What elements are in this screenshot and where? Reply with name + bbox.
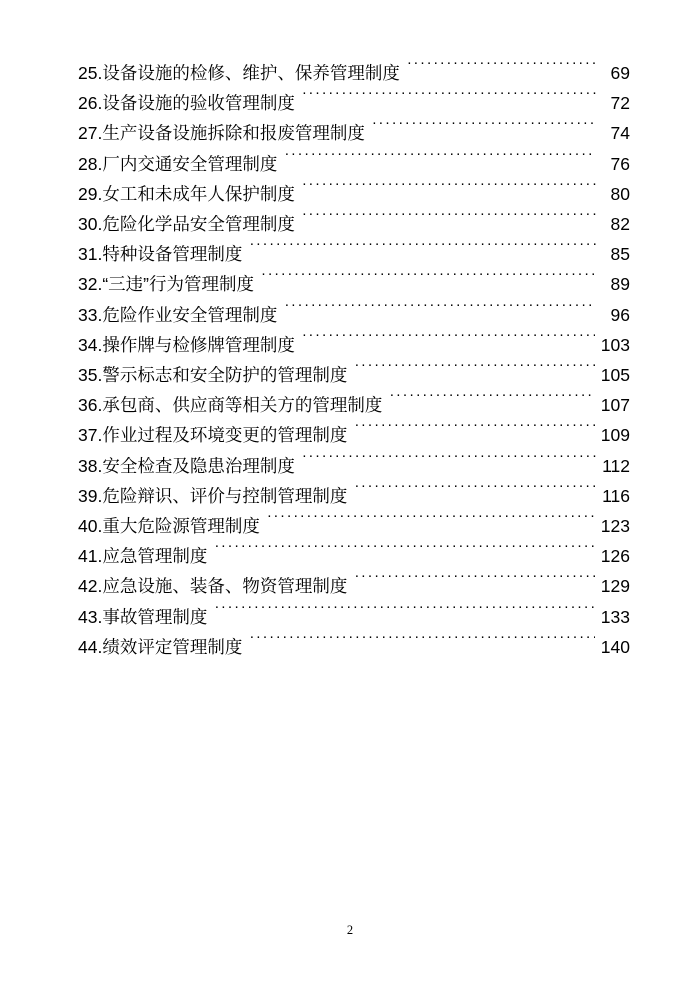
toc-leader-dots [302,213,596,231]
toc-entry-title: “三违”行为管理制度 [102,274,254,295]
toc-entry-page: 80 [610,183,630,204]
page-number-footer: 2 [346,923,354,937]
toc-entry-page: 116 [602,485,630,506]
toc-entry-title: 特种设备管理制度 [102,244,243,265]
toc-entry-title: 重大危险源管理制度 [102,516,260,537]
toc-leader-dots [214,605,594,623]
toc-entry-title: 承包商、供应商等相关方的管理制度 [102,395,383,416]
toc-entry-number: 30. [78,214,103,235]
toc-entry-number: 35. [78,365,103,386]
toc-leader-dots [407,62,596,80]
toc-entry-number: 28. [78,153,103,174]
toc-entry-number: 33. [78,304,103,325]
toc-leader-dots [389,394,594,412]
toc-entry[interactable] [78,481,630,511]
toc-leader-dots [302,333,595,351]
toc-entry-page: 140 [600,636,630,657]
toc-entry-number: 29. [78,183,103,204]
toc-entry-title: 女工和未成年人保护制度 [102,183,295,204]
toc-entry-title: 设备设施的检修、维护、保养管理制度 [102,63,400,83]
toc-entry-title: 危险作业安全管理制度 [102,304,278,325]
toc-leader-dots [302,92,596,110]
toc-entry-page: 82 [610,214,630,235]
toc-entry[interactable] [78,541,630,571]
toc-entry-page: 133 [600,606,630,627]
toc-entry-number: 36. [78,395,103,416]
toc-leader-dots [249,243,596,261]
toc-entry[interactable] [78,451,630,481]
toc-entry-page: 85 [610,244,630,265]
toc-entry-number: 27. [78,123,103,144]
toc-leader-dots [302,454,596,472]
toc-entry[interactable] [78,300,630,330]
toc-entry-page: 72 [610,93,630,114]
toc-entry-title: 生产设备设施拆除和报废管理制度 [102,123,365,144]
table-of-contents [78,58,630,662]
toc-entry-page: 126 [600,546,630,567]
toc-entry-title: 事故管理制度 [102,606,208,627]
toc-entry-title: 厂内交通安全管理制度 [102,153,278,174]
toc-leader-dots [284,303,596,321]
toc-entry-title: 绩效评定管理制度 [102,636,243,657]
toc-entry-page: 107 [600,395,630,416]
toc-entry-number: 43. [78,606,103,627]
toc-entry-title: 操作牌与检修牌管理制度 [102,334,295,355]
toc-entry[interactable] [78,571,630,601]
toc-entry[interactable] [78,209,630,239]
toc-leader-dots [354,484,596,502]
toc-entry[interactable] [78,511,630,541]
toc-leader-dots [354,575,594,593]
toc-entry-number: 39. [78,485,103,506]
toc-entry-number: 41. [78,546,103,567]
toc-leader-dots [354,364,594,382]
toc-entry-page: 123 [600,516,630,537]
toc-entry-title: 安全检查及隐患治理制度 [102,455,295,476]
toc-leader-dots [261,273,596,291]
toc-entry-number: 34. [78,334,103,355]
toc-entry-page: 129 [600,576,630,597]
toc-entry[interactable] [78,330,630,360]
toc-entry[interactable] [78,149,630,179]
toc-entry-title: 警示标志和安全防护的管理制度 [102,365,348,386]
toc-entry-number: 31. [78,244,103,265]
toc-entry-page: 105 [600,365,630,386]
toc-entry-number: 44. [78,636,103,657]
toc-entry[interactable] [78,390,630,420]
toc-entry-number: 37. [78,425,103,446]
toc-leader-dots [284,152,596,170]
toc-entry-page: 69 [610,63,630,83]
toc-entry-title: 应急管理制度 [102,546,208,567]
toc-leader-dots [354,424,594,442]
toc-entry[interactable] [78,239,630,269]
toc-entry-page: 96 [610,304,630,325]
toc-entry[interactable] [78,118,630,148]
toc-leader-dots [267,515,595,533]
toc-entry[interactable] [78,602,630,632]
toc-leader-dots [302,182,596,200]
toc-entry-title: 作业过程及环境变更的管理制度 [102,425,348,446]
toc-entry-number: 42. [78,576,103,597]
toc-entry[interactable] [78,179,630,209]
toc-leader-dots [372,122,596,140]
toc-entry[interactable] [78,58,630,88]
toc-entry[interactable] [78,420,630,450]
toc-entry-title: 危险化学品安全管理制度 [102,214,295,235]
toc-entry-page: 76 [610,153,630,174]
toc-entry[interactable] [78,632,630,662]
toc-entry-number: 32. [78,274,103,295]
toc-entry-number: 25. [78,63,103,83]
toc-entry-page: 89 [610,274,630,295]
toc-entry-number: 26. [78,93,103,114]
toc-entry-page: 109 [600,425,630,446]
toc-entry-number: 40. [78,516,103,537]
toc-entry-title: 设备设施的验收管理制度 [102,93,295,114]
toc-entry-number: 38. [78,455,103,476]
toc-entry-page: 103 [600,334,630,355]
toc-entry[interactable] [78,360,630,390]
toc-leader-dots [249,635,594,653]
toc-leader-dots [214,545,594,563]
toc-entry-title: 应急设施、装备、物资管理制度 [102,576,348,597]
toc-entry[interactable] [78,269,630,299]
toc-entry-page: 74 [610,123,630,144]
toc-entry[interactable] [78,88,630,118]
toc-entry-title: 危险辩识、评价与控制管理制度 [102,485,348,506]
toc-entry-page: 112 [602,455,630,476]
